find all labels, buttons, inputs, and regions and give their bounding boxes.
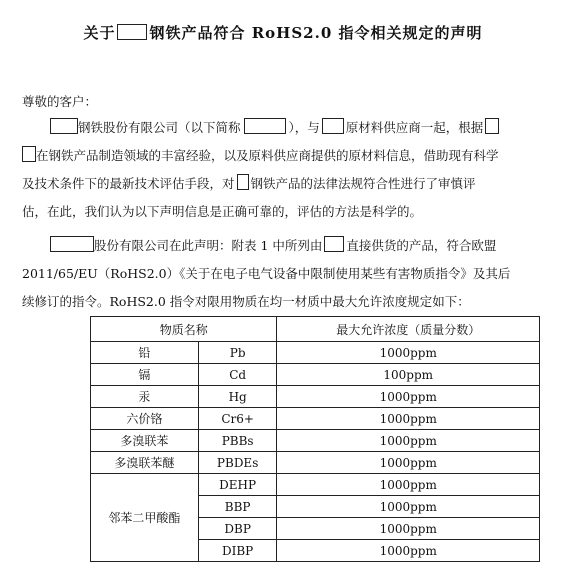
text-span: 在钢铁产品制造领域的丰富经验，以及原料供应商提供的原材料信息，借助现有科学: [36, 148, 499, 163]
substance-symbol: PBDEs: [198, 452, 277, 474]
substance-limit: 1000ppm: [277, 408, 540, 430]
substance-limit: 1000ppm: [277, 474, 540, 496]
text-span: 股份有限公司在此声明：附表 1 中所列由: [94, 238, 323, 253]
paragraph-1-line-1: [50, 118, 499, 136]
redacted-box: [322, 118, 344, 134]
table-row: [91, 430, 540, 452]
text-span: 钢铁产品的法律法规符合性进行了审慎评: [250, 176, 476, 191]
paragraph-1-line-3: [22, 174, 476, 192]
paragraph-1-line-4: 估，在此，我们认为以下声明信息是正确可靠的，评估的方法是科学的。: [22, 204, 423, 219]
table-row: [91, 342, 540, 364]
substance-symbol: Cd: [198, 364, 277, 386]
document-title: [0, 22, 566, 43]
substance-name: 镉: [91, 364, 199, 386]
redacted-box: [237, 174, 249, 190]
table-row: [91, 452, 540, 474]
substance-name: 铅: [91, 342, 199, 364]
substance-limit: 1000ppm: [277, 540, 540, 562]
redacted-box: [50, 118, 78, 134]
restricted-substances-table: [90, 316, 540, 562]
redacted-box: [22, 146, 36, 162]
paragraph-2-line-2: 2011/65/EU（RoHS2.0）《关于在电子电气设备中限制使用某些有害物质指令》及其后: [22, 266, 511, 281]
substance-name: 多溴联苯: [91, 430, 199, 452]
substance-symbol: Hg: [198, 386, 277, 408]
substance-limit: 1000ppm: [277, 496, 540, 518]
text-span: 及技术条件下的最新技术评估手段，对: [22, 176, 235, 191]
substance-symbol: Cr6+: [198, 408, 277, 430]
table-row: [91, 364, 540, 386]
substance-limit: 1000ppm: [277, 452, 540, 474]
substance-limit: 1000ppm: [277, 518, 540, 540]
substance-symbol: DIBP: [198, 540, 277, 562]
substance-symbol: DBP: [198, 518, 277, 540]
redacted-box: [50, 236, 94, 252]
substance-limit: 1000ppm: [277, 386, 540, 408]
redacted-box: [324, 236, 344, 252]
table-row: [91, 386, 540, 408]
redacted-box: [117, 24, 147, 40]
substance-name: 多溴联苯醚: [91, 452, 199, 474]
substance-symbol: PBBs: [198, 430, 277, 452]
salutation: 尊敬的客户：: [22, 94, 98, 109]
redacted-box: [485, 118, 499, 134]
title-suffix: 钢铁产品符合 RoHS2.0 指令相关规定的声明: [149, 24, 483, 42]
table-header-row: [91, 317, 540, 342]
substance-name: 六价铬: [91, 408, 199, 430]
header-max-concentration: 最大允许浓度（质量分数）: [277, 317, 540, 342]
substance-symbol: BBP: [198, 496, 277, 518]
substance-symbol: Pb: [198, 342, 277, 364]
header-substance-name: 物质名称: [91, 317, 277, 342]
substance-limit: 100ppm: [277, 364, 540, 386]
redacted-box: [244, 118, 286, 134]
substance-symbol: DEHP: [198, 474, 277, 496]
text-span: ），与: [288, 120, 320, 135]
paragraph-1-line-2: [22, 146, 499, 164]
text-span: 钢铁股份有限公司（以下简称: [78, 120, 241, 135]
substance-limit: 1000ppm: [277, 342, 540, 364]
table-row: [91, 408, 540, 430]
table-row: [91, 474, 540, 496]
substance-name: 汞: [91, 386, 199, 408]
title-prefix: 关于: [83, 24, 116, 42]
paragraph-2-line-3: 续修订的指令。RoHS2.0 指令对限用物质在均一材质中最大允许浓度规定如下：: [22, 294, 470, 309]
text-span: 直接供货的产品，符合欧盟: [346, 238, 497, 253]
text-span: 原材料供应商一起，根据: [345, 120, 484, 135]
phthalate-group-name: 邻苯二甲酸酯: [91, 474, 199, 562]
substance-limit: 1000ppm: [277, 430, 540, 452]
paragraph-2-line-1: [50, 236, 496, 254]
